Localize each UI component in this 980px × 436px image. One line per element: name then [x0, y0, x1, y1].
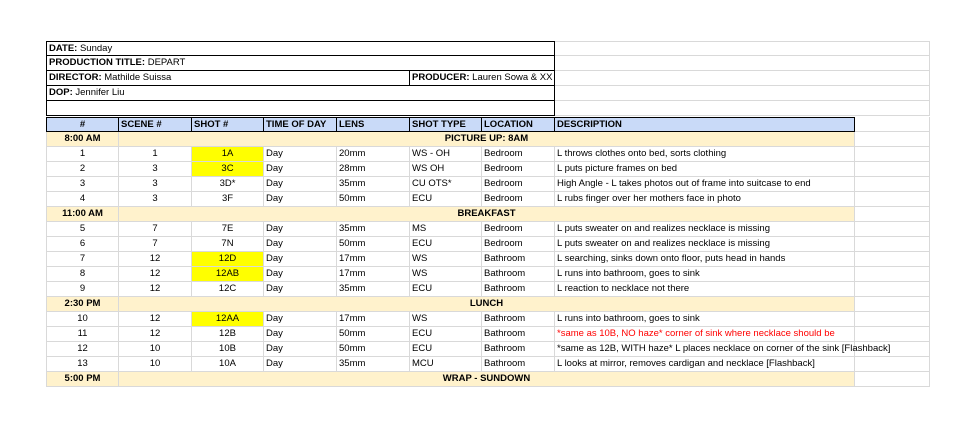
- table-row[interactable]: [46, 147, 930, 162]
- location: Bedroom: [482, 222, 555, 237]
- description: L puts sweater on and realizes necklace is missing: [555, 237, 855, 252]
- empty-cell: [855, 267, 930, 282]
- empty-cell[interactable]: [555, 71, 930, 86]
- schedule-band-row[interactable]: [46, 372, 930, 387]
- empty-cell: [46, 101, 555, 116]
- table-row[interactable]: [46, 222, 930, 237]
- shot-id: 3F: [192, 192, 264, 207]
- info-cell[interactable]: [46, 71, 410, 86]
- shot-id: 12C: [192, 282, 264, 297]
- lens: 17mm: [337, 312, 410, 327]
- info-label: DOP:: [49, 87, 73, 98]
- empty-cell[interactable]: [555, 86, 930, 101]
- description: L puts sweater on and realizes necklace is missing: [555, 222, 855, 237]
- shot-number: 8: [46, 267, 119, 282]
- column-header-scene[interactable]: SCENE #: [119, 117, 192, 132]
- shot-type: MS: [410, 222, 482, 237]
- scene-number: 10: [119, 357, 192, 372]
- location: Bedroom: [482, 192, 555, 207]
- info-row: [46, 86, 930, 101]
- column-header-[interactable]: #: [46, 117, 119, 132]
- time-of-day: Day: [264, 192, 337, 207]
- description: L reaction to necklace not there: [555, 282, 855, 297]
- shot-id: 12B: [192, 327, 264, 342]
- info-cell[interactable]: [46, 86, 555, 101]
- scene-number: 1: [119, 147, 192, 162]
- shot-id: 7N: [192, 237, 264, 252]
- shot-number: 13: [46, 357, 119, 372]
- empty-cell: [855, 177, 930, 192]
- table-row[interactable]: [46, 162, 930, 177]
- empty-cell: [555, 101, 930, 116]
- description: *same as 12B, WITH haze* L places necklace on corner of the sink [Flashback]: [555, 342, 855, 357]
- shot-id: 12D: [192, 252, 264, 267]
- empty-cell: [855, 282, 930, 297]
- time-of-day: Day: [264, 252, 337, 267]
- shot-id: 12AB: [192, 267, 264, 282]
- lens: 17mm: [337, 252, 410, 267]
- description: L looks at mirror, removes cardigan and necklace [Flashback]: [555, 357, 855, 372]
- empty-cell: [855, 132, 930, 147]
- scene-number: 3: [119, 192, 192, 207]
- info-row: [46, 71, 930, 86]
- lens: 35mm: [337, 282, 410, 297]
- info-cell[interactable]: [410, 71, 555, 86]
- time-of-day: Day: [264, 312, 337, 327]
- table-row[interactable]: [46, 312, 930, 327]
- scene-number: 7: [119, 222, 192, 237]
- location: Bedroom: [482, 147, 555, 162]
- empty-cell: [855, 327, 930, 342]
- info-value: Mathilde Suissa: [104, 72, 172, 83]
- band-time: 5:00 PM: [46, 372, 119, 387]
- shot-id: 7E: [192, 222, 264, 237]
- table-row[interactable]: [46, 357, 930, 372]
- location: Bedroom: [482, 162, 555, 177]
- band-label: WRAP - SUNDOWN: [119, 372, 855, 387]
- info-value: Sunday: [79, 43, 113, 54]
- empty-cell: [855, 357, 930, 372]
- time-of-day: Day: [264, 147, 337, 162]
- empty-cell[interactable]: [555, 56, 930, 71]
- shot-type: ECU: [410, 192, 482, 207]
- info-label: PRODUCER:: [412, 72, 470, 83]
- table-row[interactable]: [46, 282, 930, 297]
- shot-number: 6: [46, 237, 119, 252]
- scene-number: 3: [119, 162, 192, 177]
- shot-type: MCU: [410, 357, 482, 372]
- shot-number: 4: [46, 192, 119, 207]
- table-row[interactable]: [46, 267, 930, 282]
- empty-cell: [855, 207, 930, 222]
- description: L runs into bathroom, goes to sink: [555, 312, 855, 327]
- shot-type: WS: [410, 312, 482, 327]
- lens: 50mm: [337, 342, 410, 357]
- band-label: BREAKFAST: [119, 207, 855, 222]
- scene-number: 12: [119, 312, 192, 327]
- scene-number: 12: [119, 327, 192, 342]
- scene-number: 12: [119, 282, 192, 297]
- shot-type: ECU: [410, 282, 482, 297]
- time-of-day: Day: [264, 282, 337, 297]
- column-header-time-of-day[interactable]: TIME OF DAY: [264, 117, 337, 132]
- column-header-location[interactable]: LOCATION: [482, 117, 555, 132]
- location: Bathroom: [482, 327, 555, 342]
- location: Bathroom: [482, 342, 555, 357]
- scene-number: 3: [119, 177, 192, 192]
- lens: 35mm: [337, 177, 410, 192]
- time-of-day: Day: [264, 222, 337, 237]
- shot-number: 9: [46, 282, 119, 297]
- band-label: PICTURE UP: 8AM: [119, 132, 855, 147]
- table-row[interactable]: [46, 237, 930, 252]
- schedule-band-row[interactable]: [46, 297, 930, 312]
- lens: 35mm: [337, 222, 410, 237]
- empty-cell: [855, 342, 930, 357]
- time-of-day: Day: [264, 177, 337, 192]
- shot-number: 5: [46, 222, 119, 237]
- info-label: PRODUCTION TITLE:: [49, 57, 146, 68]
- location: Bathroom: [482, 267, 555, 282]
- empty-cell: [855, 252, 930, 267]
- empty-cell: [855, 297, 930, 312]
- lens: 20mm: [337, 147, 410, 162]
- time-of-day: Day: [264, 162, 337, 177]
- shot-type: ECU: [410, 342, 482, 357]
- time-of-day: Day: [264, 237, 337, 252]
- shot-id: 10B: [192, 342, 264, 357]
- empty-cell: [855, 117, 930, 132]
- shot-type: ECU: [410, 327, 482, 342]
- shot-id: 3D*: [192, 177, 264, 192]
- info-row: [46, 56, 930, 71]
- spacer-row: [46, 101, 930, 116]
- info-value: DEPART: [147, 57, 186, 68]
- description: L throws clothes onto bed, sorts clothing: [555, 147, 855, 162]
- location: Bathroom: [482, 282, 555, 297]
- schedule-band-row[interactable]: [46, 132, 930, 147]
- scene-number: 12: [119, 252, 192, 267]
- shot-type: WS OH: [410, 162, 482, 177]
- scene-number: 12: [119, 267, 192, 282]
- table-header: [46, 117, 930, 132]
- shot-number: 7: [46, 252, 119, 267]
- scene-number: 10: [119, 342, 192, 357]
- band-time: 8:00 AM: [46, 132, 119, 147]
- lens: 28mm: [337, 162, 410, 177]
- column-header-shot-type[interactable]: SHOT TYPE: [410, 117, 482, 132]
- shot-id: 3C: [192, 162, 264, 177]
- info-value: Jennifer Liu: [75, 87, 125, 98]
- description: L puts picture frames on bed: [555, 162, 855, 177]
- info-label: DIRECTOR:: [49, 72, 102, 83]
- shot-type: WS - OH: [410, 147, 482, 162]
- location: Bedroom: [482, 237, 555, 252]
- location: Bathroom: [482, 357, 555, 372]
- table-row[interactable]: [46, 327, 930, 342]
- location: Bathroom: [482, 252, 555, 267]
- shot-number: 1: [46, 147, 119, 162]
- shot-number: 12: [46, 342, 119, 357]
- time-of-day: Day: [264, 267, 337, 282]
- info-value: Lauren Sowa & XX: [472, 72, 553, 83]
- shot-type: ECU: [410, 237, 482, 252]
- table-row[interactable]: [46, 177, 930, 192]
- time-of-day: Day: [264, 342, 337, 357]
- info-cell[interactable]: [46, 41, 555, 56]
- shot-number: 11: [46, 327, 119, 342]
- band-time: 2:30 PM: [46, 297, 119, 312]
- shot-id: 1A: [192, 147, 264, 162]
- description: L rubs finger over her mothers face in photo: [555, 192, 855, 207]
- column-header-description[interactable]: DESCRIPTION: [555, 117, 855, 132]
- empty-cell: [855, 222, 930, 237]
- time-of-day: Day: [264, 357, 337, 372]
- band-label: LUNCH: [119, 297, 855, 312]
- shot-type: WS: [410, 252, 482, 267]
- lens: 50mm: [337, 237, 410, 252]
- lens: 17mm: [337, 267, 410, 282]
- empty-cell: [855, 147, 930, 162]
- shot-id: 12AA: [192, 312, 264, 327]
- lens: 50mm: [337, 327, 410, 342]
- schedule-band-row[interactable]: [46, 207, 930, 222]
- location: Bedroom: [482, 177, 555, 192]
- shot-type: CU OTS*: [410, 177, 482, 192]
- column-header-lens[interactable]: LENS: [337, 117, 410, 132]
- description: High Angle - L takes photos out of frame into suitcase to end: [555, 177, 855, 192]
- shot-number: 10: [46, 312, 119, 327]
- empty-cell[interactable]: [555, 41, 930, 56]
- time-of-day: Day: [264, 327, 337, 342]
- table-row[interactable]: [46, 342, 930, 357]
- info-label: DATE:: [49, 43, 78, 54]
- column-header-shot[interactable]: SHOT #: [192, 117, 264, 132]
- scene-number: 7: [119, 237, 192, 252]
- description: L runs into bathroom, goes to sink: [555, 267, 855, 282]
- shot-id: 10A: [192, 357, 264, 372]
- description: L searching, sinks down onto floor, puts head in hands: [555, 252, 855, 267]
- table-row[interactable]: [46, 252, 930, 267]
- shot-number: 3: [46, 177, 119, 192]
- empty-cell: [855, 237, 930, 252]
- empty-cell: [855, 312, 930, 327]
- location: Bathroom: [482, 312, 555, 327]
- empty-cell: [855, 162, 930, 177]
- shot-number: 2: [46, 162, 119, 177]
- info-cell[interactable]: [46, 56, 555, 71]
- description: *same as 10B, NO haze* corner of sink where necklace should be: [555, 327, 855, 342]
- band-time: 11:00 AM: [46, 207, 119, 222]
- table-row[interactable]: [46, 192, 930, 207]
- lens: 50mm: [337, 192, 410, 207]
- lens: 35mm: [337, 357, 410, 372]
- empty-cell: [855, 192, 930, 207]
- empty-cell: [855, 372, 930, 387]
- info-row: [46, 41, 930, 56]
- shot-type: WS: [410, 267, 482, 282]
